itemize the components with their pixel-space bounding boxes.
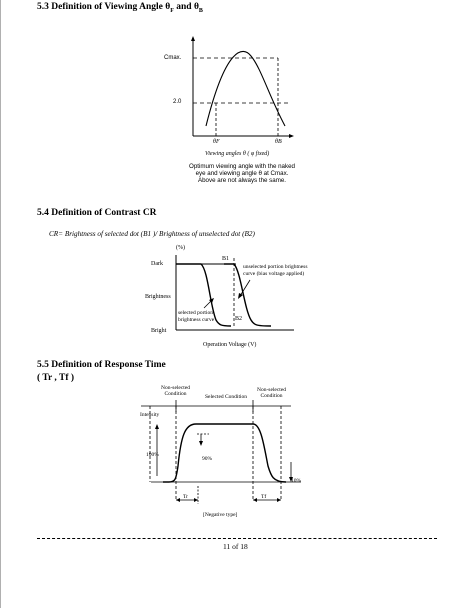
label-100-percent: 100% xyxy=(146,452,159,458)
intensity-label: Intensity xyxy=(140,412,160,418)
y-bright-label: Bright xyxy=(151,328,167,334)
level-label: 2.0 xyxy=(173,99,182,105)
contrast-formula: CR= Brightness of selected dot (B1 )/ Brightness of unselected dot (B2) xyxy=(49,230,255,238)
footer-divider xyxy=(37,538,437,539)
nonselected-right-label: Non-selected Condition xyxy=(257,387,287,399)
unselected-curve-label: unselected portion brightness curve (bias voltage applied) xyxy=(243,264,308,277)
unit-label: (%) xyxy=(176,245,185,251)
contrast-xlabel: Operation Voltage (V) xyxy=(203,342,257,348)
viewing-angle-diagram xyxy=(181,36,301,146)
section-heading-response-sub: ( Tr , Tf ) xyxy=(37,373,75,383)
viewing-caption: Viewing angles θ ( φ fixed) xyxy=(205,151,270,157)
theta-f-label: θF xyxy=(213,139,220,145)
response-time-diagram xyxy=(141,396,311,520)
tf-label: Tf xyxy=(261,494,267,500)
selected-condition-label: Selected Condition xyxy=(205,394,248,400)
selected-curve-label: selected portion brightness curve xyxy=(178,310,215,323)
b2-label: B2 xyxy=(235,316,243,322)
negative-type-label: [Negative type] xyxy=(203,512,238,518)
y-dark-label: Dark xyxy=(151,261,163,267)
cmax-label: Cmax. xyxy=(164,55,182,61)
page-number: 11 of 18 xyxy=(223,542,248,551)
section-heading-viewing-angle: 5.3 Definition of Viewing Angle $\theta_F$ and $\theta_B$ xyxy=(37,2,203,14)
label-90-percent: 90% xyxy=(202,456,213,462)
section-heading-response: 5.5 Definition of Response Time xyxy=(37,360,166,370)
label-10-percent: 10% xyxy=(291,478,302,484)
nonselected-left-label: Non-selected Condition xyxy=(161,385,191,397)
b1-label: B1 xyxy=(222,256,230,262)
theta-b-label: θB xyxy=(275,139,282,145)
tr-label: Tr xyxy=(183,494,188,500)
viewing-note: Optimum viewing angle with the naked eye and viewing angle θ at Cmax. Above are not always the same. xyxy=(189,163,295,185)
section-heading-contrast: 5.4 Definition of Contrast CR xyxy=(37,208,157,218)
y-brightness-label: Brightness xyxy=(145,294,171,300)
